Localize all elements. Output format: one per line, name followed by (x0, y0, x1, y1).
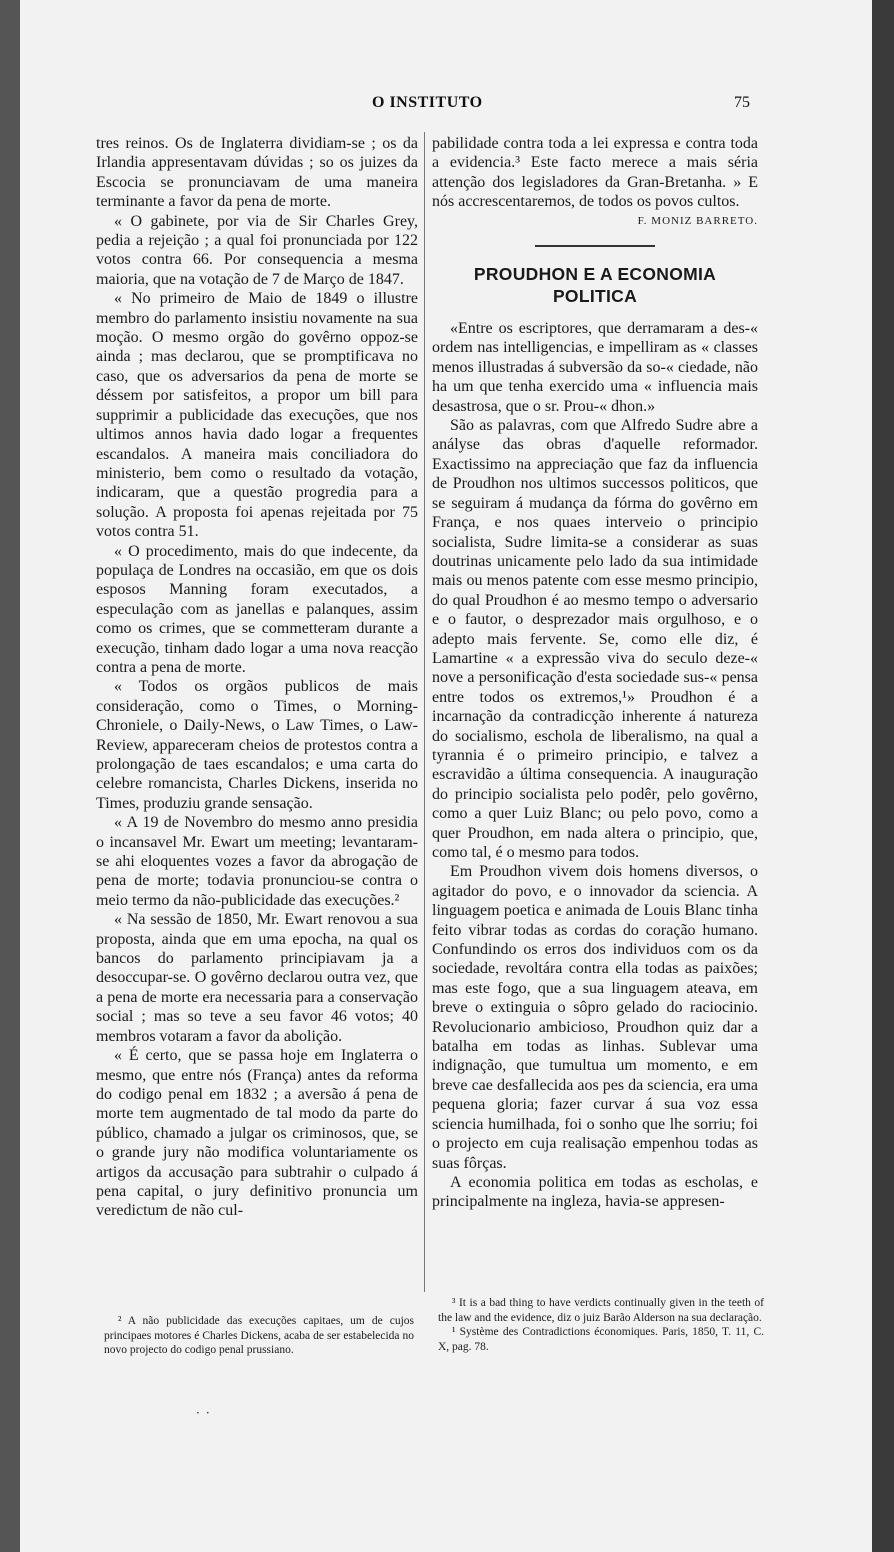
paragraph: A economia politica em todas as escholas, e principalmente na ingleza, havia-se appresen- (432, 1173, 758, 1211)
paragraph: tres reinos. Os de Inglaterra dividiam-se ; os da Irlandia appresentavam dúvidas ; so os juizes da Escocia se pronunciavam de uma maneira terminante a favor da pena de morte. (96, 135, 418, 211)
paragraph: « É certo, que se passa hoje em Inglaterra o mesmo, que entre nós (França) antes da reforma do codigo penal em 1832 ; a aversão á pena de morte tem augmentado de tal modo da parte do público, chamado a julgar os criminosos, que, se o grande jury não modifica voluntariamente os artigos da accusação para subtrahir o culpado á pena capital, o jury definitivo pronuncia um veredictum de não cul- (96, 1047, 418, 1220)
author-signature: F. MONIZ BARRETO. (637, 214, 758, 227)
paragraph: « Todos os orgãos publicos de mais consideração, como o Times, o Morning-Chroniele, o Daily-News, o Law Times, o Law-Review, appareceram cheios de protestos contra a prolongação de taes escandalos; e uma carta do celebre romancista, Charles Dickens, inserida no Times, produziu grande sensação. (96, 678, 418, 812)
paragraph: Em Proudhon vivem dois homens diversos, o agitador do povo, e o innovador da sciencia. A linguagem poetica e animada de Louis Blanc tinha feito vibrar todas as cordas do coração humano. Confundindo os erros dos individuos com os da sociedade, revoltára contra ella todas as paixões; mas este fogo, que a sua linguagem ateava, em breve o extinguia o sôpro gelado do raciocinio. Revolucionario ambicioso, Proudhon quiz dar a batalha em todas as linhas. Sublevar uma indignação, que tumultua um momento, e em breve cae desfallecida aos pes da sciencia, era uma pequena gloria; fazer curvar á sua voz essa sciencia humilhada, foi o sonho que lhe sorriu; foi o projecto em cuja realisação empenhou todas as suas fôrças. (432, 863, 758, 1172)
scan-border-left (0, 0, 20, 1552)
footnote: ³ It is a bad thing to have verdicts continually given in the teeth of the law and the evidence, diz o juiz Barão Alderson na sua declaração. (438, 1297, 764, 1324)
footnotes-right (438, 1296, 764, 1354)
footnote: ² A não publicidade das execuções capitaes, um de cujos principaes motores é Charles Dickens, acaba de ser estabelecida no novo projecto do codigo penal prussiano. (104, 1315, 414, 1356)
paragraph (432, 134, 758, 231)
footnote: ¹ Système des Contradictions économiques. Paris, 1850, T. 11, C. X, pag. 78. (438, 1326, 764, 1353)
paragraph-text: pabilidade contra toda a lei expressa e contra toda a evidencia.³ Este facto merece a mais séria attenção dos legisladores da Gran-Bretanha. » E nós accrescentaremos, de todos os povos cultos. (432, 135, 758, 211)
section-rule (535, 245, 655, 247)
column-divider (424, 132, 425, 1292)
left-column (96, 134, 418, 1221)
paragraph: «Entre os escriptores, que derramaram a des-« ordem nas intelligencias, e impelliram as « classes menos illustradas á subversão da so-« ciedade, não ha um que tenha exercido uma « influencia mais desastrosa, que o sr. Prou-« dhon.» (432, 320, 758, 415)
ornament-dots: ·· (196, 1406, 216, 1420)
paragraph: « A 19 de Novembro do mesmo anno presidia o incansavel Mr. Ewart um meeting; levantaram-se ahi eloquentes vozes a favor da abrogação de pena de morte; todavia pronunciou-se contra o meio termo da não-publicidade das execuções.² (96, 814, 418, 909)
paragraph: « No primeiro de Maio de 1849 o illustre membro do parlamento insistiu novamente na sua moção. O mesmo orgão do govêrno oppoz-se ainda ; mas declarou, que se promptificava no caso, que os adversarios da pena de morte se déssem por satisfeitos, a propor um bill para supprimir a publicidade das execuções, que nos ultimos annos havia dado logar a frequentes escandalos. A maneira mais conciliadora do ministerio, bem como o resultado da votação, indicaram, que a questão progredia para a solução. A proposta foi apenas rejeitada por 75 votos contra 51. (96, 290, 418, 541)
page-number: 75 (734, 94, 750, 111)
scan-border-right (872, 0, 894, 1552)
paragraph: « O gabinete, por via de Sir Charles Grey, pedia a rejeição ; a qual foi pronunciada por 122 votos contra 66. Por consequencia a mesma maioria, que na votação de 7 de Março de 1847. (96, 212, 418, 288)
paragraph: São as palavras, com que Alfredo Sudre abre a anályse das obras d'aquelle reformador. Exactissimo na appreciação que faz da influencia de Proudhon nos ultimos successos politicos, que se seguiram á mudança da fórma do govêrno em França, e nos quaes interveio o principio socialista, Sudre limita-se a considerar as suas doutrinas unicamente pelo lado da sua intimidade mais ou menos patente com esse mesmo principio, do qual Proudhon é ao mesmo tempo o adversario e o fautor, o desprezador mais orgulhoso, e o adepto mais fervente. Se, como elle diz, é Lamartine « a expressão viva do seculo deze-« nove a personificação d'esta sociedade sus-« pensa entre todos os extremos,¹» Proudhon é a incarnação da contradicção inherente á natureza do socialismo, eschola de liberalismo, na qual a tyrannia é o primeiro principio, e talvez a escravidão a última consequencia. A inauguração do principio socialista pelo podêr, pelo govêrno, como a quer Luiz Blanc; ou pelo povo, como a quer Proudhon, em nada altera o principio, que, como tal, é o mesmo para todos. (432, 417, 758, 861)
paragraph: « Na sessão de 1850, Mr. Ewart renovou a sua proposta, ainda que em uma epocha, na qual os bancos do parlamento principiavam ja a desoccupar-se. O govêrno declarou outra vez, que a pena de morte era necessaria para a conservação social ; mas so teve a seu favor 46 votos; 40 membros votaram a favor da abolição. (96, 911, 418, 1045)
paragraph: « O procedimento, mais do que indecente, da populaça de Londres na occasião, em que os dois esposos Manning foram executados, a especulação com as janellas e palanques, assim como os crimes, que se commetteram durante a execução, tinham dado logar a uma nova reacção contra a pena de morte. (96, 542, 418, 676)
running-header-title: O INSTITUTO (372, 94, 483, 111)
right-column (432, 134, 758, 1212)
footnotes-left (104, 1314, 414, 1358)
article-title: PROUDHON E A ECONOMIA POLITICA (473, 264, 717, 307)
